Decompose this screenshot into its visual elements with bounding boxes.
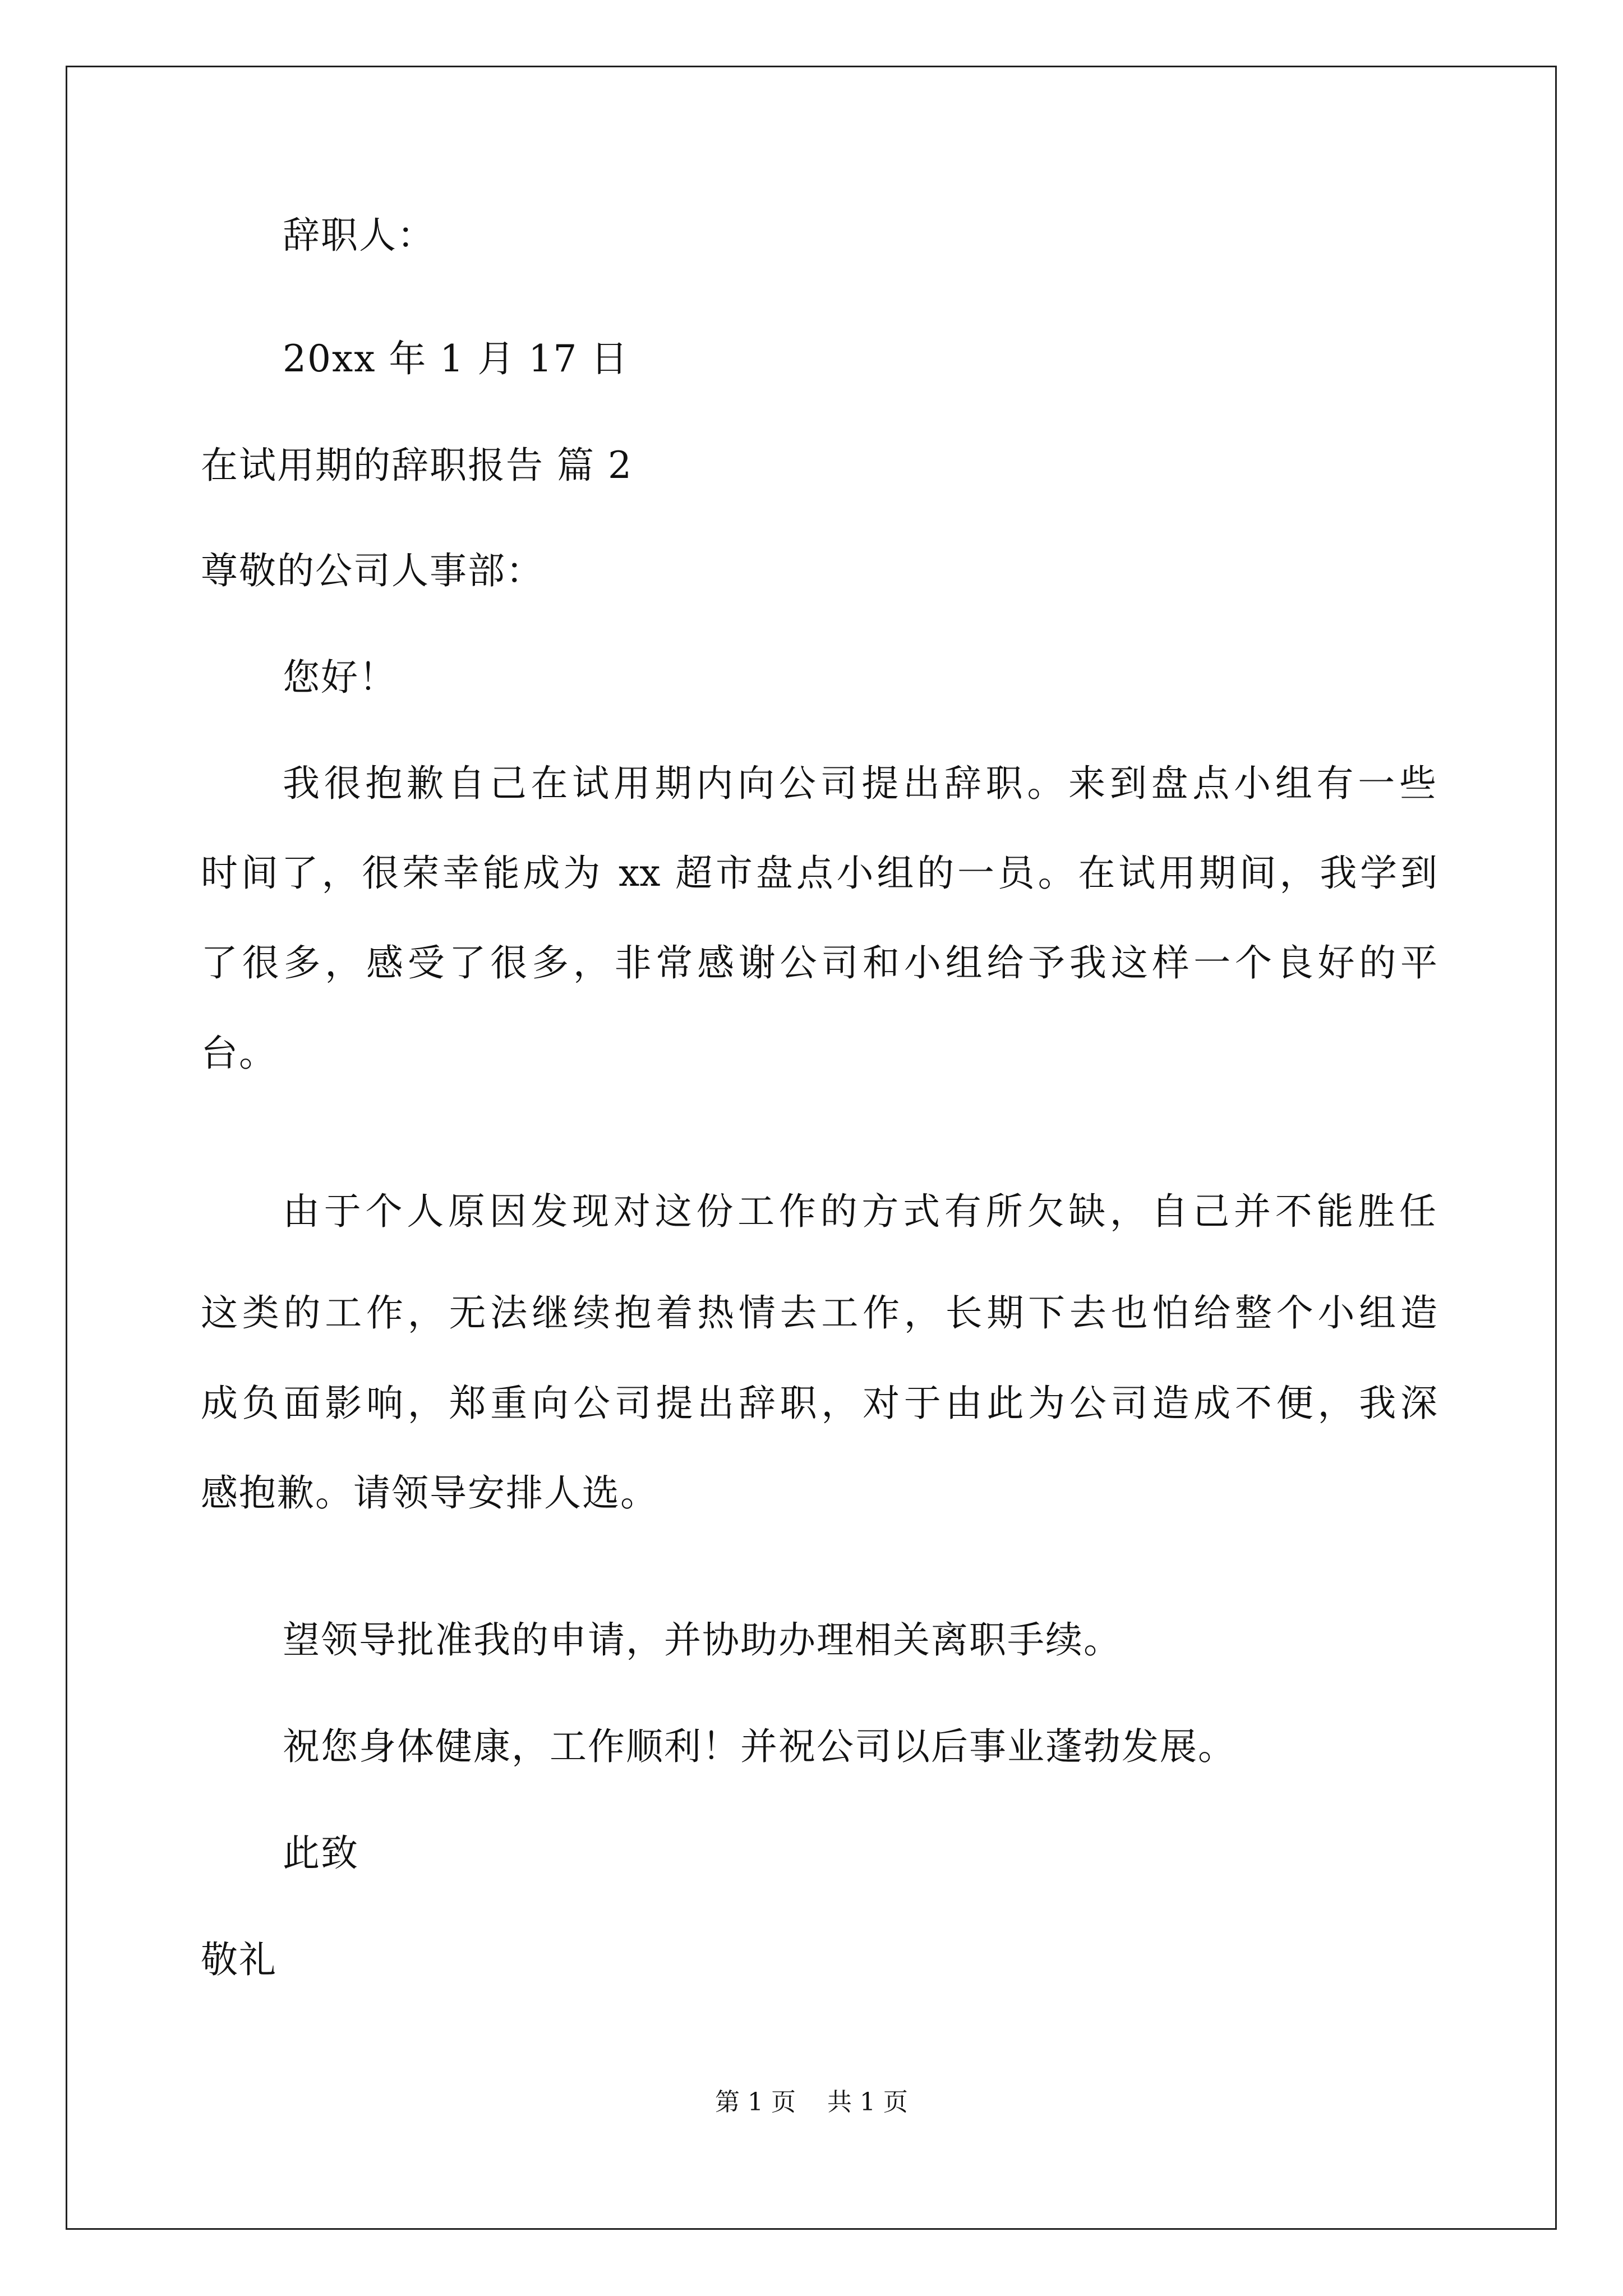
- paragraph2-line4: 感抱歉。请领导安排人选。: [201, 1471, 658, 1515]
- letter-heading: 在试用期的辞职报告 篇 2: [201, 444, 633, 487]
- paragraph2-line1: 由于个人原因发现对这份工作的方式有所欠缺，自己并不能胜任: [283, 1190, 1436, 1233]
- closing-salute: 敬礼: [201, 1938, 277, 1981]
- paragraph1-line1: 我很抱歉自己在试用期内向公司提出辞职。来到盘点小组有一些: [283, 762, 1436, 805]
- greeting: 您好！: [283, 656, 397, 699]
- paragraph1-line3: 了很多，感受了很多，非常感谢公司和小组给予我这样一个良好的平: [201, 941, 1437, 984]
- paragraph4: 祝您身体健康，工作顺利！并祝公司以后事业蓬勃发展。: [283, 1725, 1236, 1768]
- paragraph2-line3: 成负面影响，郑重向公司提出辞职，对于由此为公司造成不便，我深: [201, 1382, 1437, 1425]
- paragraph1-line2: 时间了，很荣幸能成为 xx 超市盘点小组的一员。在试用期间，我学到: [201, 852, 1437, 895]
- signature-date: 20xx 年 1 月 17 日: [283, 337, 629, 380]
- page-border: [66, 66, 1557, 2230]
- paragraph3: 望领导批准我的申请，并协助办理相关离职手续。: [283, 1618, 1122, 1662]
- resigner-label: 辞职人：: [283, 214, 435, 257]
- paragraph1-line4: 台。: [201, 1032, 277, 1075]
- salutation: 尊敬的公司人事部：: [201, 549, 544, 592]
- paragraph2-line2: 这类的工作，无法继续抱着热情去工作，长期下去也怕给整个小组造: [201, 1291, 1437, 1335]
- page-number: 第 1 页 共 1 页: [715, 2088, 908, 2116]
- closing-regards: 此致: [283, 1832, 359, 1875]
